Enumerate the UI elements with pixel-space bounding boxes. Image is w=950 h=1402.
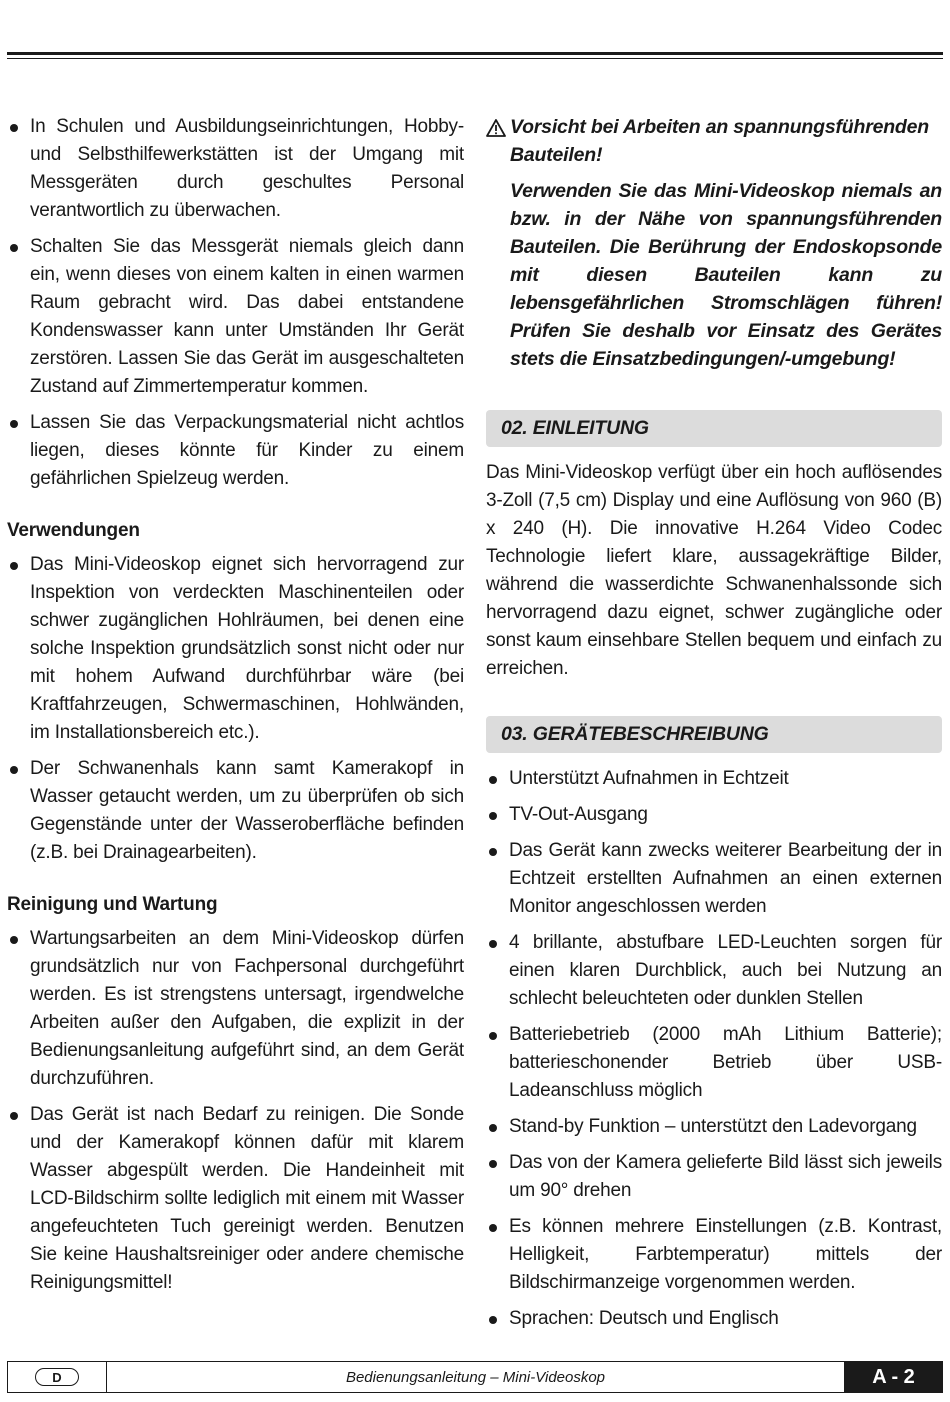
page-number: A - 2 bbox=[844, 1361, 943, 1393]
list-item: Der Schwanenhals kann samt Kamerakopf in Wasser getaucht werden, um zu überprüfen ob sich Gegenstände unter der Wasseroberfläche befinden (z.B. bei Drainagearbeiten). bbox=[7, 755, 464, 867]
list-item: In Schulen und Ausbildungseinrichtungen, Hobby- und Selbsthilfewerkstätten ist der Umgang mit Messgeräten durch geschultes Personal verantwortlich zu überwachen. bbox=[7, 113, 464, 225]
list-item: TV-Out-Ausgang bbox=[486, 801, 942, 829]
list-item: Unterstützt Aufnahmen in Echtzeit bbox=[486, 765, 942, 793]
geraetebeschreibung-bullet-list bbox=[486, 765, 942, 1333]
section-heading-einleitung: 02. EINLEITUNG bbox=[486, 410, 942, 447]
list-item: Das von der Kamera gelieferte Bild lässt sich jeweils um 90° drehen bbox=[486, 1149, 942, 1205]
country-badge: D bbox=[35, 1368, 79, 1386]
list-item: Sprachen: Deutsch und Englisch bbox=[486, 1305, 942, 1333]
section-heading-verwendungen: Verwendungen bbox=[7, 520, 140, 541]
intro-bullet-list bbox=[7, 113, 464, 493]
warning-body: Verwenden Sie das Mini-Videoskop niemals an bzw. in der Nähe von spannungsführenden Bauteilen. Die Berührung der Endoskopsonde mit diesen Bauteilen kann zu lebensgefährlichen Stromschlägen führen! Prüfen Sie deshalb vor Einsatz des Gerätes stets die Einsatzbedingungen/-umgebung! bbox=[510, 180, 942, 370]
list-item: Stand-by Funktion – unterstützt den Ladevorgang bbox=[486, 1113, 942, 1141]
einleitung-text: Das Mini-Videoskop verfügt über ein hoch auflösendes 3-Zoll (7,5 cm) Display und eine Auflösung von 960 (B) x 240 (H). Die innovative H.264 Video Codec Technologie liefert klare, aussagekräftige Bilder, während die wasserdichte Schwanenhalssonde sich hervorragend dazu eignet, schwer zugängliche oder sonst kaum einsehbare Stellen bequem und einfach zu erreichen. bbox=[486, 462, 942, 679]
warning-box bbox=[486, 113, 942, 373]
list-item: Das Gerät ist nach Bedarf zu reinigen. Die Sonde und der Kamerakopf können dafür mit klarem Wasser abgespült werden. Die Handeinheit mit LCD-Bildschirm sollte lediglich mit einem mit Wasser angefeuchteten Tuch gereinigt werden. Benutzen Sie keine Haushaltsreiniger oder andere chemische Reinigungsmittel! bbox=[7, 1101, 464, 1297]
top-rule bbox=[7, 52, 943, 55]
top-rule-thin bbox=[7, 58, 943, 59]
list-item: Lassen Sie das Verpackungsmaterial nicht achtlos liegen, dieses könnte für Kinder zu einem gefährlichen Spielzeug werden. bbox=[7, 409, 464, 493]
page-footer bbox=[7, 1361, 943, 1393]
list-item: Das Mini-Videoskop eignet sich hervorragend zur Inspektion von verdeckten Maschinenteilen oder schwer zugänglichen Hohlräumen, bei denen eine solche Inspektion grundsätzlich sonst nicht oder nur mit hohem Aufwand durchführbar wäre (bei Kraftfahrzeugen, Schwermaschinen, Hohlwänden, im Installationsbereich etc.). bbox=[7, 551, 464, 747]
section-heading-geraetebeschreibung: 03. GERÄTEBESCHREIBUNG bbox=[486, 716, 942, 753]
country-badge-box bbox=[7, 1361, 107, 1393]
warning-triangle-icon bbox=[486, 113, 510, 169]
right-column bbox=[486, 113, 942, 1341]
list-item: Es können mehrere Einstellungen (z.B. Kontrast, Helligkeit, Farbtemperatur) mittels der Bildschirmanzeige vorgenommen werden. bbox=[486, 1213, 942, 1297]
verwendungen-bullet-list bbox=[7, 551, 464, 867]
left-column bbox=[7, 113, 464, 1305]
list-item: 4 brillante, abstufbare LED-Leuchten sorgen für einen klaren Durchblick, auch bei Nutzung an schlecht beleuchteten oder dunklen Stellen bbox=[486, 929, 942, 1013]
footer-title: Bedienungsanleitung – Mini-Videoskop bbox=[107, 1361, 844, 1393]
list-item: Schalten Sie das Messgerät niemals gleich dann ein, wenn dieses von einem kalten in einen warmen Raum gebracht wird. Das dabei entstandene Kondenswasser kann unter Umständen Ihr Gerät zerstören. Lassen Sie das Gerät im ausgeschalteten Zustand auf Zimmertemperatur kommen. bbox=[7, 233, 464, 401]
list-item: Das Gerät kann zwecks weiterer Bearbeitung der in Echtzeit erstellten Aufnahmen an einen externen Monitor angeschlossen werden bbox=[486, 837, 942, 921]
warning-title: Vorsicht bei Arbeiten an spannungsführenden Bauteilen! bbox=[510, 116, 930, 166]
section-heading-reinigung: Reinigung und Wartung bbox=[7, 894, 218, 915]
reinigung-bullet-list bbox=[7, 925, 464, 1297]
list-item: Batteriebetrieb (2000 mAh Lithium Batterie); batterieschonender Betrieb über USB-Ladeanschluss möglich bbox=[486, 1021, 942, 1105]
list-item: Wartungsarbeiten an dem Mini-Videoskop dürfen grundsätzlich nur von Fachpersonal durchgeführt werden. Es ist strengstens untersagt, irgendwelche Arbeiten außer den Aufgaben, die explizit in der Bedienungsanleitung aufgeführt sind, an dem Gerät durchzuführen. bbox=[7, 925, 464, 1093]
